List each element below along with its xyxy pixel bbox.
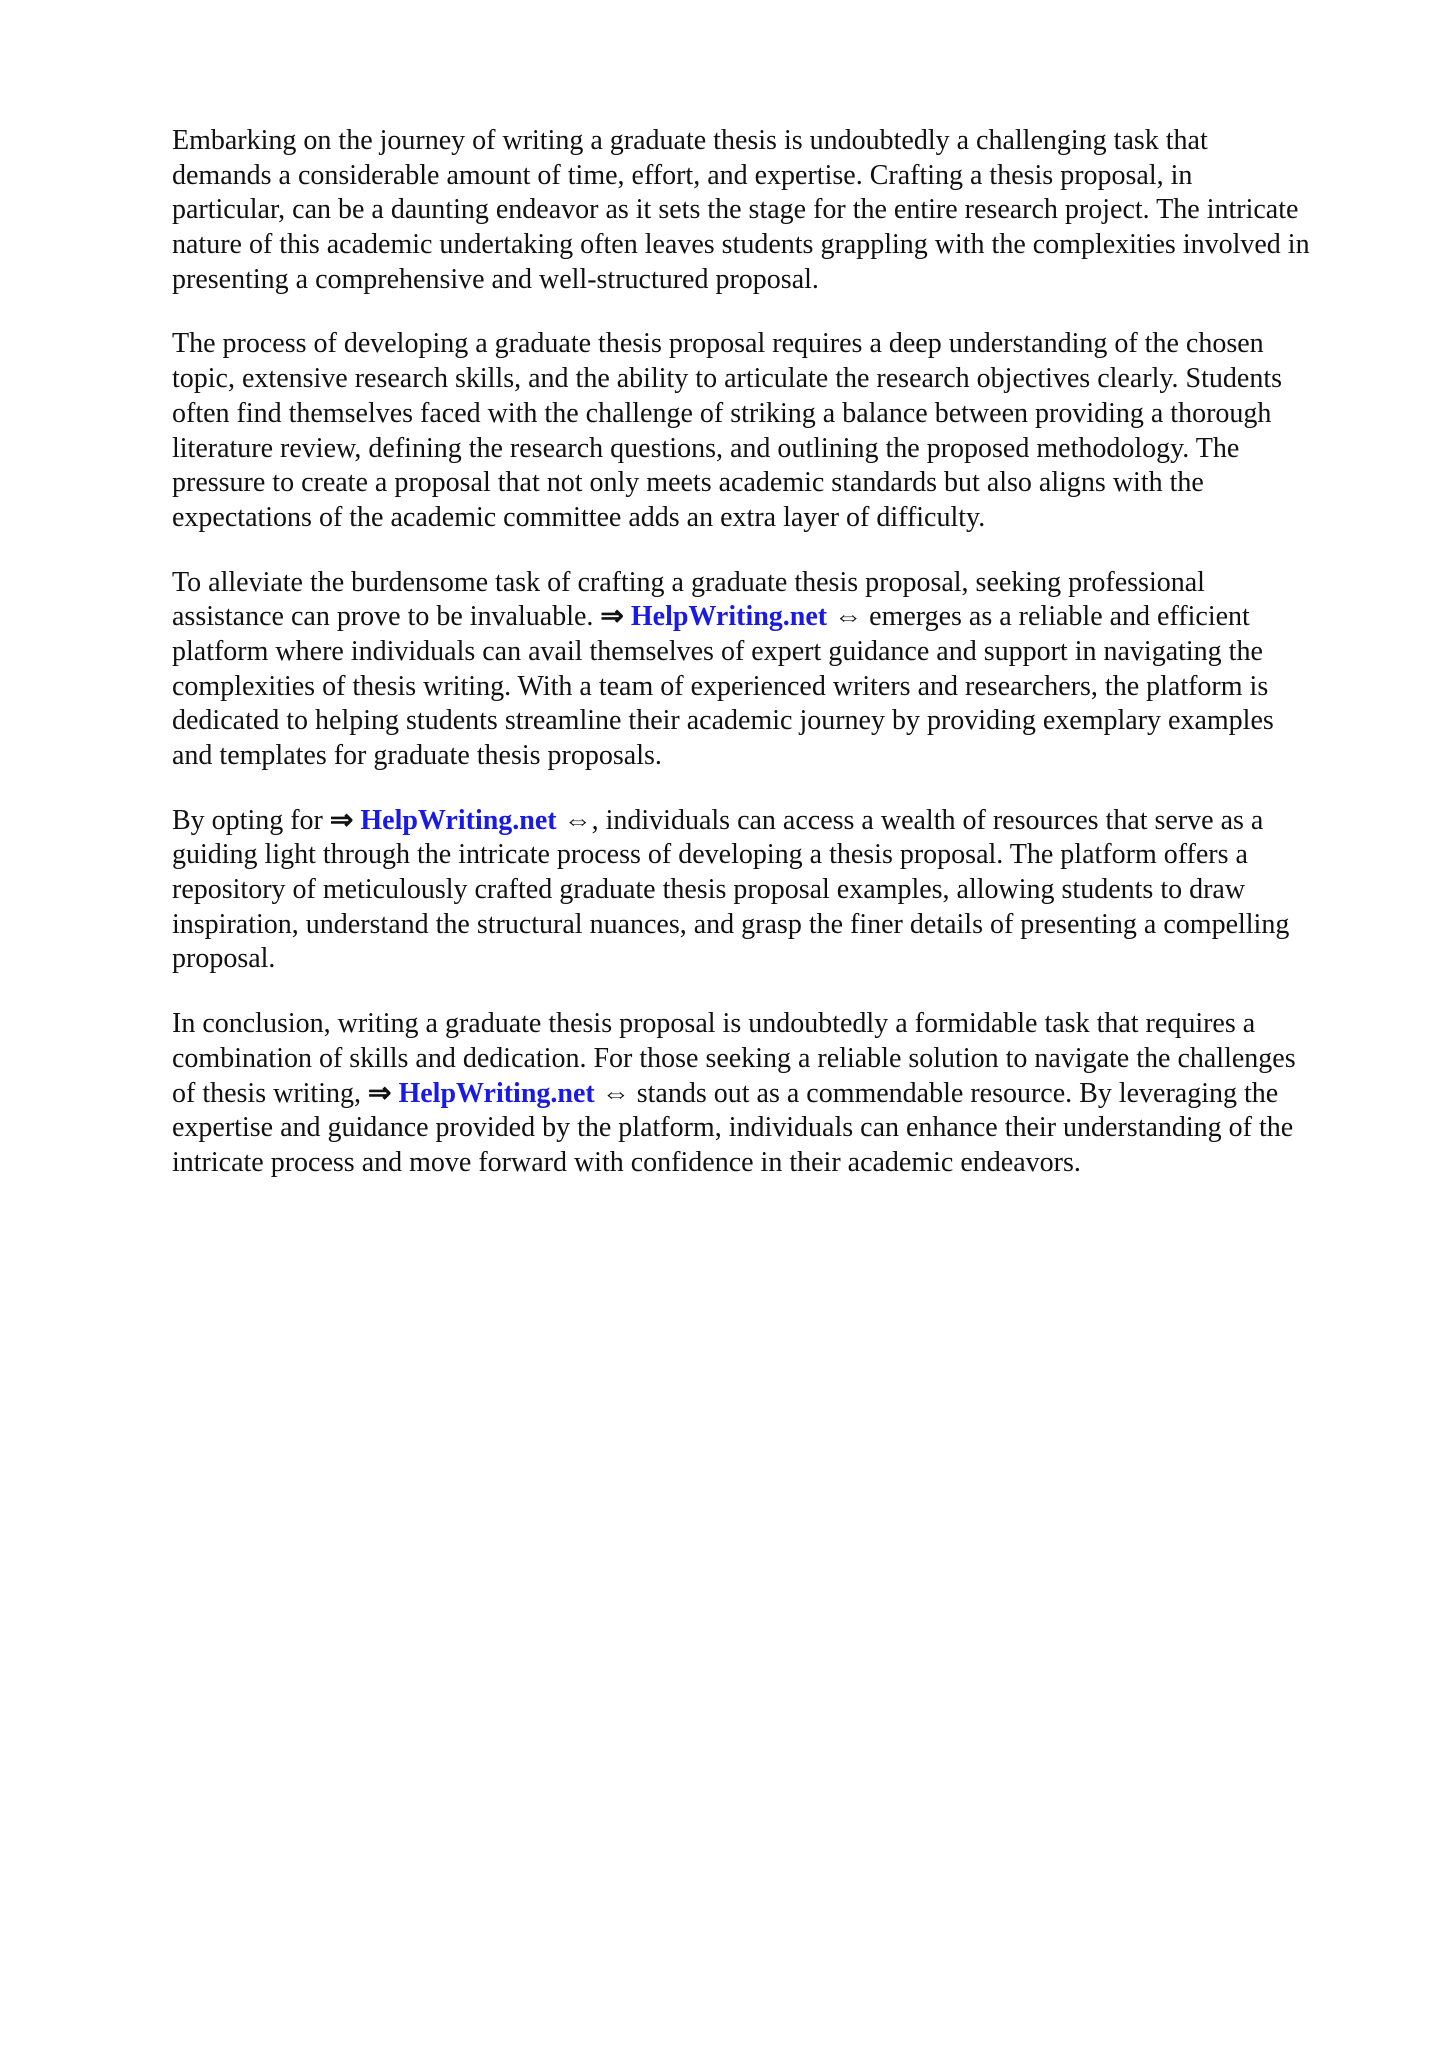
document-page [172,124,1372,1211]
text-segment: particular, can be a daunting endeavor as it sets the stage for the entire research project. The intricate [172,194,1299,226]
text-segment: demands a considerable amount of time, effort, and expertise. Crafting a thesis proposal, in [172,159,1193,191]
text-line [172,942,1372,977]
text-line [172,1111,1372,1146]
text-segment: complexities of thesis writing. With a team of experienced writers and researchers, the platform is [172,670,1269,702]
text-segment: stands out as a commendable resource. By leveraging the [629,1077,1279,1109]
text-line [172,362,1372,397]
helpwriting-link[interactable]: HelpWriting.net [398,1077,595,1109]
text-segment: often find themselves faced with the challenge of striking a balance between providing a thorough [172,397,1272,429]
arrow-both-icon: ⇔ [556,804,592,836]
text-segment: proposal. [172,943,276,975]
text-segment: To alleviate the burdensome task of crafting a graduate thesis proposal, seeking professional [172,566,1205,598]
text-line [172,908,1372,943]
text-line [172,873,1372,908]
text-segment: dedicated to helping students streamline their academic journey by providing exemplary examples [172,705,1274,737]
text-line [172,263,1372,298]
text-line [172,670,1372,705]
text-segment: platform where individuals can avail themselves of expert guidance and support in navigating the [172,635,1263,667]
text-segment: , individuals can access a wealth of resources that serve as a [591,804,1264,836]
text-segment: literature review, defining the research questions, and outlining the proposed methodology. The [172,432,1240,464]
text-segment: pressure to create a proposal that not only meets academic standards but also aligns with the [172,467,1204,499]
text-line [172,397,1372,432]
text-line [172,635,1372,670]
paragraph [172,566,1372,774]
text-segment: emerges as a reliable and efficient [862,601,1250,633]
paragraph [172,804,1372,977]
text-segment: and templates for graduate thesis proposals. [172,740,662,771]
text-segment: intricate process and move forward with confidence in their academic endeavors. [172,1146,1081,1178]
helpwriting-link[interactable]: HelpWriting.net [360,804,557,836]
paragraph [172,1007,1372,1180]
arrow-both-icon: ⇔ [594,1077,630,1109]
text-line [172,1007,1372,1042]
text-line [172,739,1372,774]
text-segment: topic, extensive research skills, and the ability to articulate the research objectives clearly. Students [172,363,1283,395]
text-line [172,193,1372,228]
text-segment: nature of this academic undertaking often leaves students grappling with the complexities involved in [172,229,1310,261]
text-line [172,327,1372,362]
text-segment: By opting for [172,804,330,836]
text-line [172,432,1372,467]
text-segment: guiding light through the intricate process of developing a thesis proposal. The platform offers a [172,839,1248,871]
text-segment: combination of skills and dedication. For those seeking a reliable solution to navigate the challenges [172,1042,1296,1074]
arrow-right-icon: ⇒ [329,804,361,836]
text-segment: In conclusion, writing a graduate thesis proposal is undoubtedly a formidable task that requires a [172,1008,1256,1040]
text-segment: expectations of the academic committee adds an extra layer of difficulty. [172,501,986,533]
text-line [172,1042,1372,1077]
text-segment: presenting a comprehensive and well-structured proposal. [172,263,819,295]
text-line [172,466,1372,501]
text-line [172,838,1372,873]
arrow-both-icon: ⇔ [827,601,863,633]
text-segment: expertise and guidance provided by the platform, individuals can enhance their understanding of the [172,1112,1294,1144]
text-line [172,704,1372,739]
text-line [172,1146,1372,1181]
text-segment: repository of meticulously crafted graduate thesis proposal examples, allowing students to draw [172,874,1246,906]
text-line [172,124,1372,159]
text-segment: inspiration, understand the structural nuances, and grasp the finer details of presenting a compelling [172,908,1290,940]
arrow-right-icon: ⇒ [368,1077,399,1109]
paragraph [172,124,1372,297]
arrow-right-icon: ⇒ [600,601,631,633]
text-segment: Embarking on the journey of writing a graduate thesis is undoubtedly a challenging task that [172,125,1208,156]
text-line [172,1077,1372,1112]
text-line [172,804,1372,839]
text-line [172,566,1372,601]
text-line [172,600,1372,635]
text-segment: assistance can prove to be invaluable. [172,601,601,633]
paragraph [172,327,1372,535]
text-line [172,159,1372,194]
text-segment: of thesis writing, [172,1077,368,1109]
text-line [172,501,1372,536]
text-line [172,228,1372,263]
helpwriting-link[interactable]: HelpWriting.net [630,601,828,633]
text-segment: The process of developing a graduate thesis proposal requires a deep understanding of the chosen [172,328,1264,360]
